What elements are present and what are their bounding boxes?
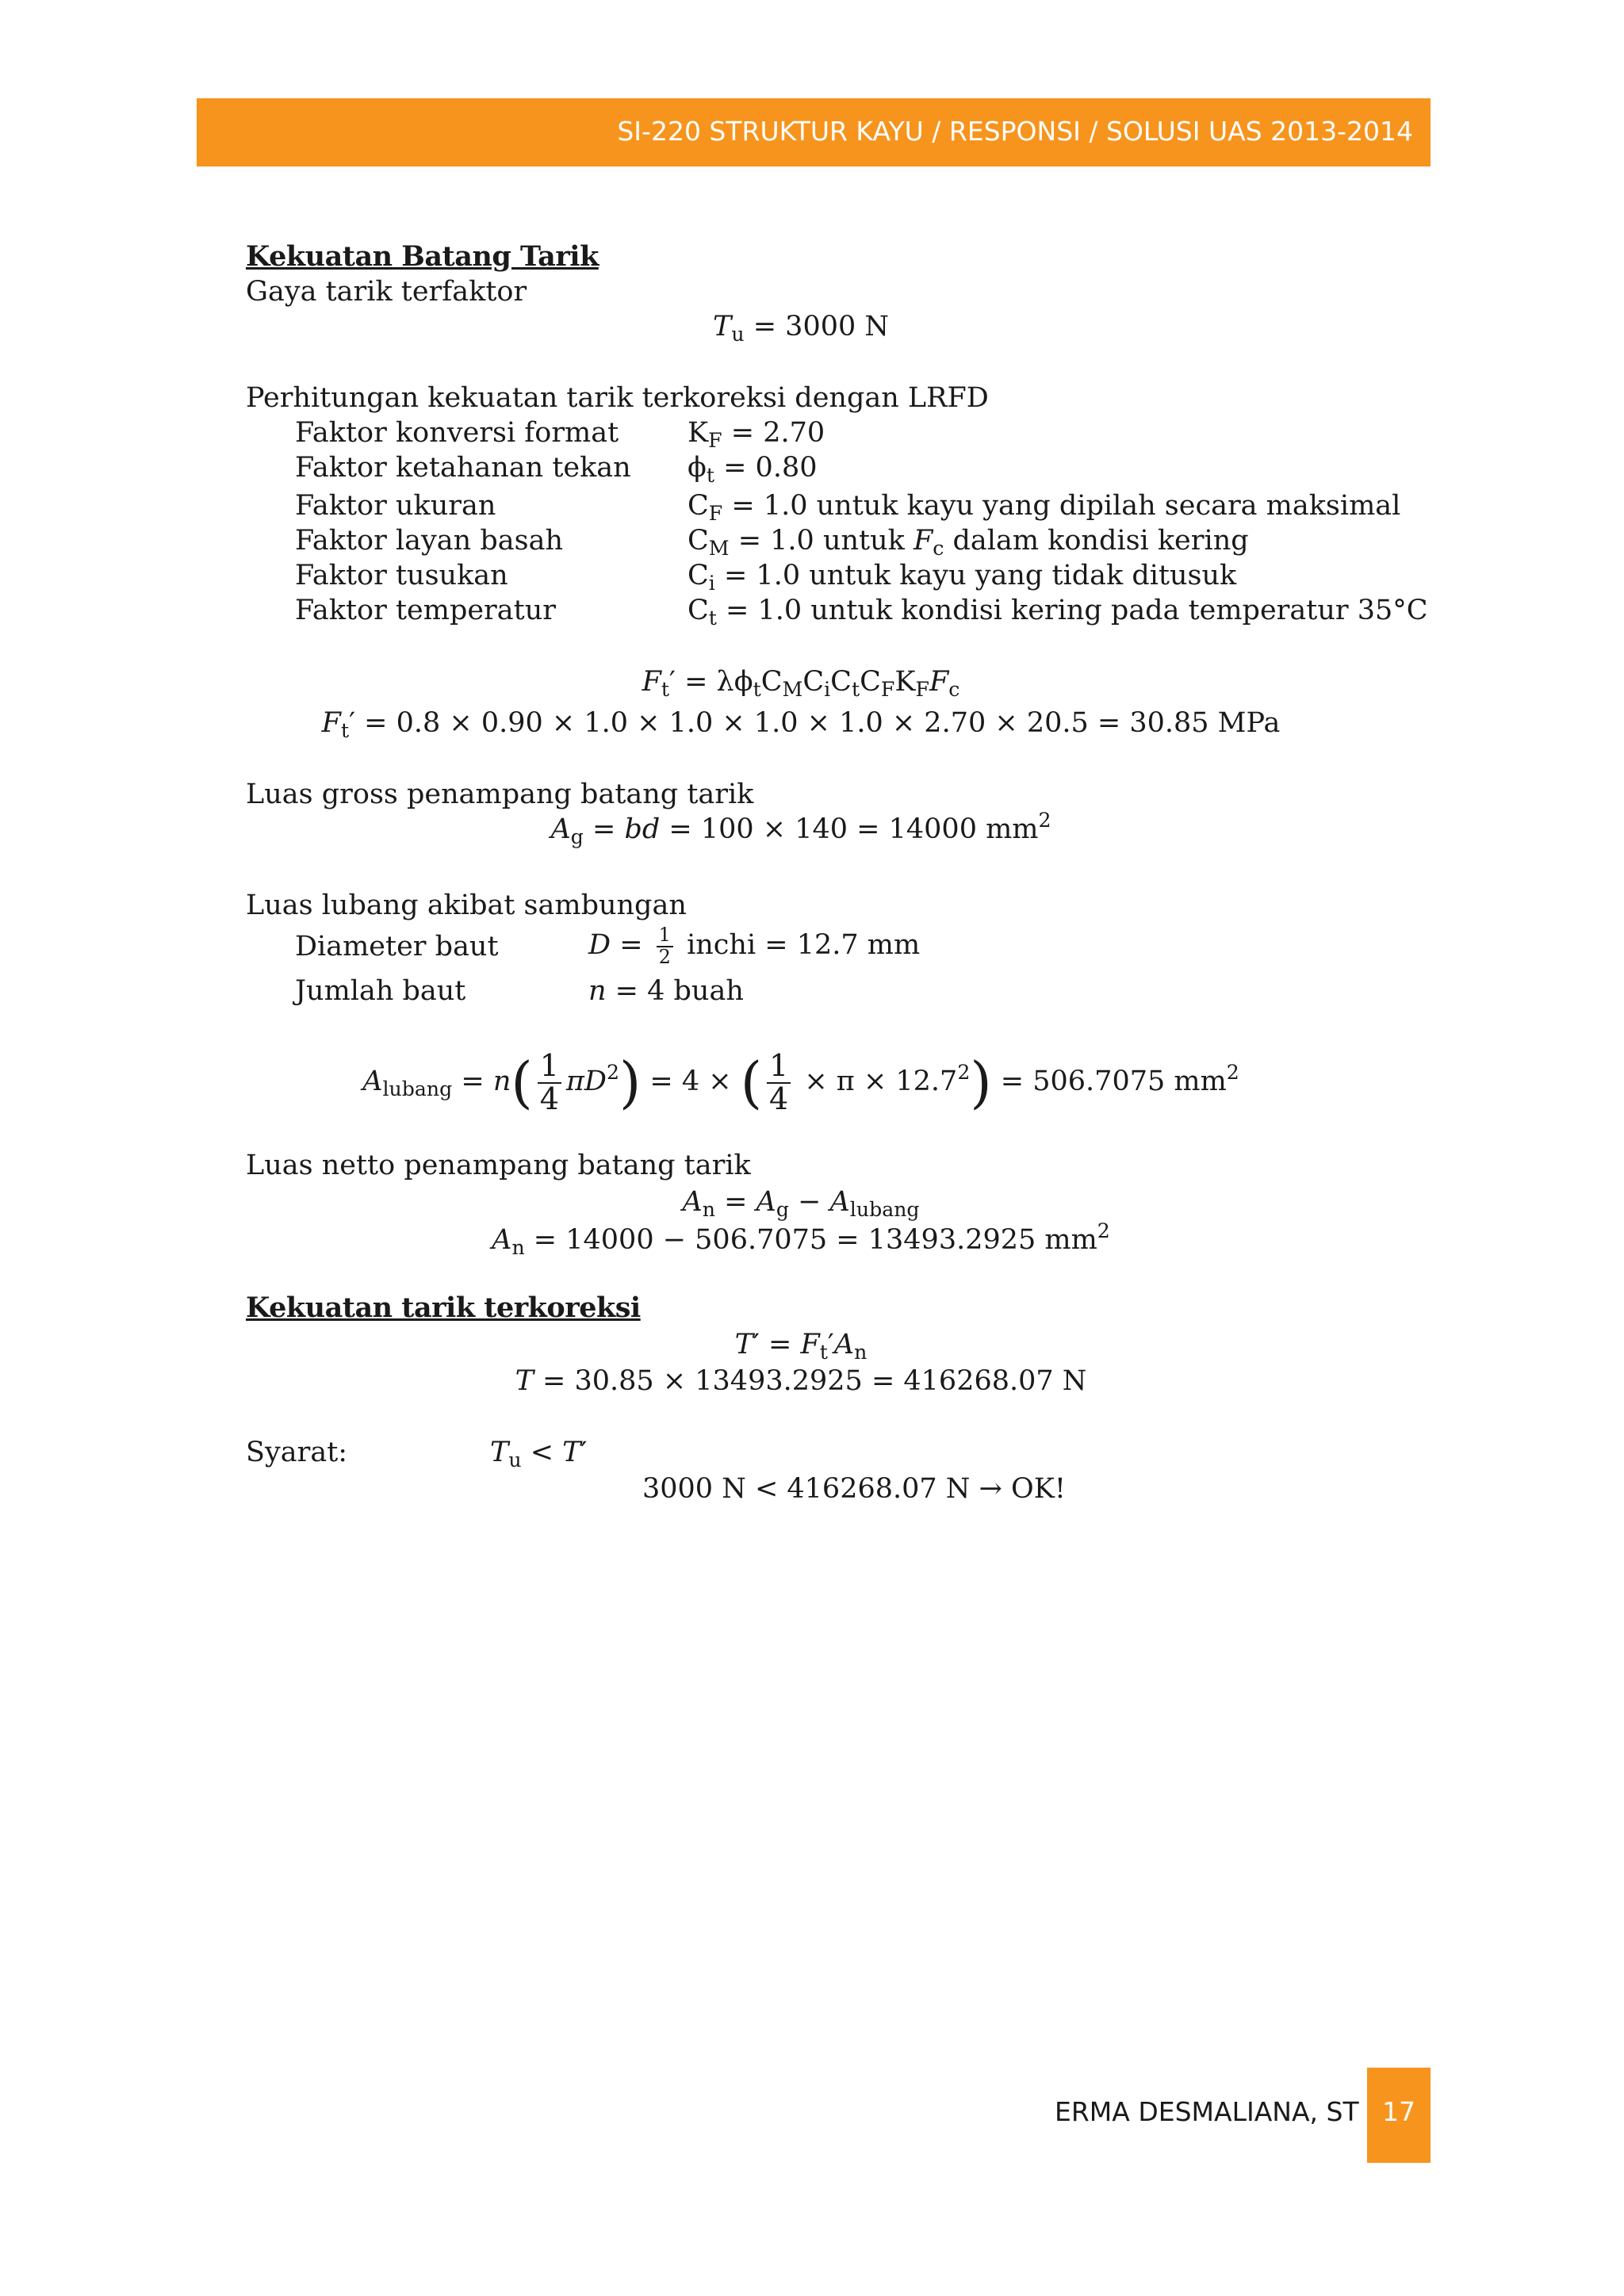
syarat-label: Syarat: — [246, 1437, 348, 1468]
hole-area-equation: $A_{lubang} = n$( $\frac{1}{4}$ $\pi D^2) = 4$ × ( $\frac{1}{4}$ × $\pi \times 12.7^2) = 506.7075$ $mm^2$ — [362, 1047, 1239, 1116]
factor-label: Faktor ketahanan tekan — [295, 452, 631, 484]
section-heading-kekuatan-tarik: Kekuatan tarik terkoreksi — [246, 1292, 641, 1324]
section-heading-batang-tarik: Kekuatan Batang Tarik — [246, 240, 599, 273]
factor-value: $K_F = 2.70$ — [688, 417, 825, 453]
jumlah-baut-label: Jumlah baut — [295, 975, 466, 1007]
factor-value: $C_i = 1.0$ untuk kayu yang tidak ditusuk — [688, 560, 1237, 595]
gaya-tarik-label: Gaya tarik terfaktor — [246, 276, 527, 308]
gross-area-equation: $A_g$ = bd = 100 × 140 = 14000 $mm^2$ — [550, 809, 1051, 849]
strength-calculation: T = 30.85 × 13493.2925 = 416268.07 N — [515, 1365, 1087, 1397]
ft-formula: $F_t' = \lambda\phi_tC_MC_iC_tC_FK_FF_c$ — [642, 666, 960, 702]
diameter-equation: D = $\frac{1}{2}$ inchi = 12.7 mm — [588, 924, 921, 968]
diameter-label: Diameter baut — [295, 931, 499, 962]
header-title: SI-220 STRUKTUR KAYU / RESPONSI / SOLUSI UAS 2013-2014 — [617, 116, 1413, 147]
gross-area-label: Luas gross penampang batang tarik — [246, 779, 754, 810]
factor-value: $C_F = 1.0$ untuk kayu yang dipilah secara maksimal — [688, 490, 1401, 526]
syarat-condition: $T_u < T'$ — [490, 1437, 588, 1472]
strength-formula: $T' = F_t'A_n$ — [734, 1329, 868, 1364]
factor-value: $\phi_t = 0.80$ — [688, 452, 818, 488]
factor-label: Faktor tusukan — [295, 560, 508, 591]
header-bar — [197, 98, 1431, 166]
net-area-calculation: $A_n = 14000 - 506.7075 = 13493.2925$ $mm^2$ — [492, 1219, 1110, 1260]
net-area-label: Luas netto penampang batang tarik — [246, 1150, 751, 1181]
factor-value: $C_t = 1.0$ untuk kondisi kering pada temperatur 35°C — [688, 595, 1428, 630]
lrfd-intro: Perhitungan kekuatan tarik terkoreksi dengan LRFD — [246, 382, 989, 414]
factor-label: Faktor layan basah — [295, 525, 563, 557]
factor-value: $C_M = 1.0$ untuk $F_c$ dalam kondisi kering — [688, 525, 1249, 561]
tu-equation: $T_u = 3000$ N — [713, 311, 889, 346]
page-number: 17 — [1382, 2096, 1415, 2127]
ft-calculation: $F_t' = 0.8 \times 0.90 \times 1.0 \times 1.0 \times 1.0 \times 1.0 \times 2.70 \times 20.5 = 30.85$ MPa — [321, 707, 1281, 743]
syarat-result: 3000 N < 416268.07 N → OK! — [642, 1473, 1066, 1505]
hole-area-label: Luas lubang akibat sambungan — [246, 890, 687, 921]
footer-author: ERMA DESMALIANA, ST — [1055, 2096, 1359, 2127]
factor-label: Faktor konversi format — [295, 417, 619, 449]
factor-label: Faktor temperatur — [295, 595, 556, 626]
page-number-box — [1367, 2068, 1431, 2163]
jumlah-baut-value: n = 4 buah — [588, 975, 744, 1007]
net-area-formula: $A_n = A_g - A_{lubang}$ — [682, 1186, 920, 1222]
factor-label: Faktor ukuran — [295, 490, 496, 522]
